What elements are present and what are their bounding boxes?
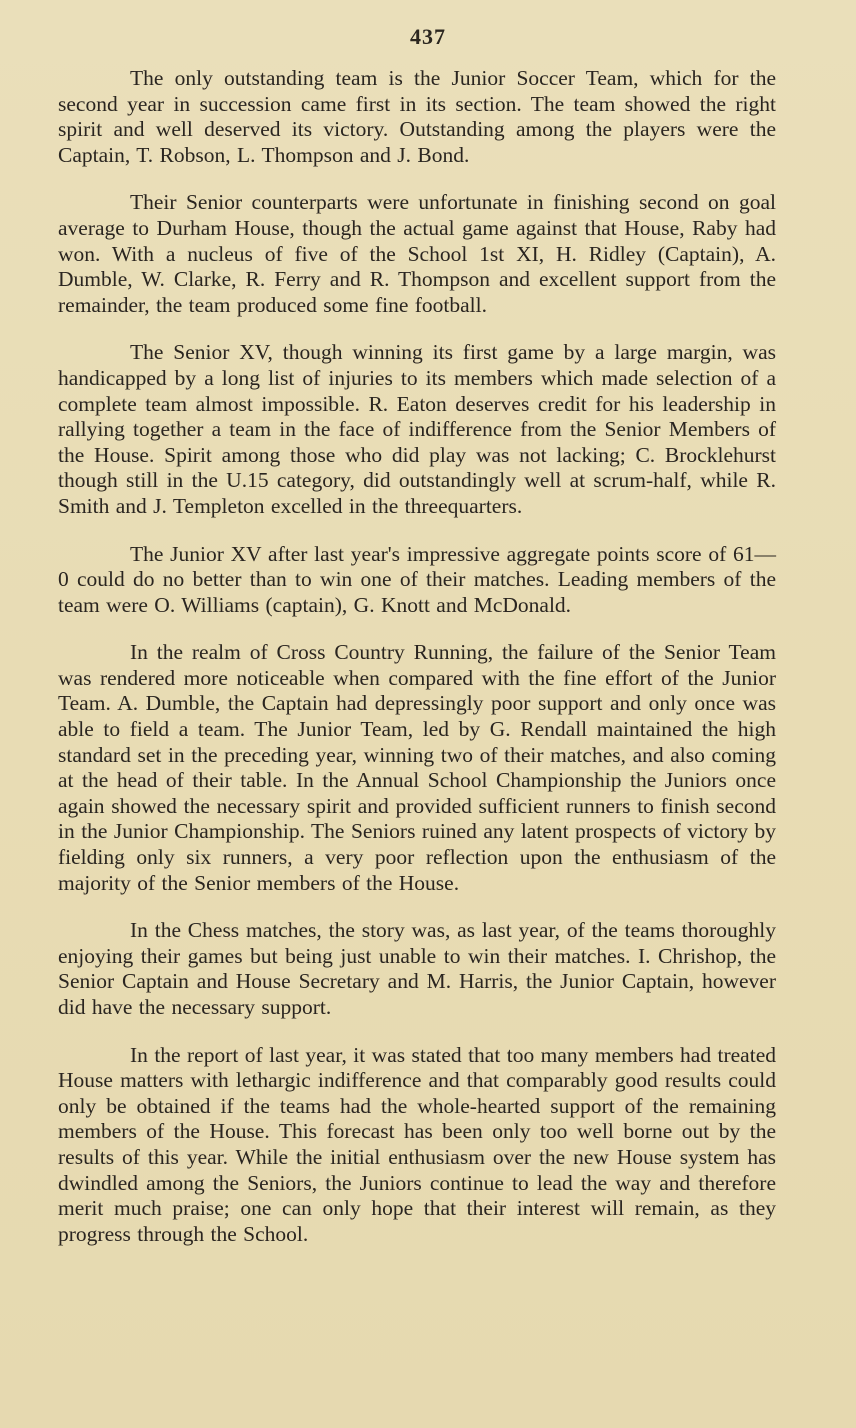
- paragraph-senior-rugby: The Senior XV, though winning its first game by a large margin, was handicapped by a long list of injuries to its members which made selection of a complete team almost impossible. R. Eaton deserves credit for his leadership in rallying together a team in the face of indifference from the Senior Members of the House. Spirit among those who did play was not lacking; C. Brocklehurst though still in the U.15 category, did outstandingly well at scrum-half, while R. Smith and J. Templeton excelled in the threequarters.: [58, 340, 776, 518]
- paragraph-junior-rugby: The Junior XV after last year's impressive aggregate points score of 61—0 could do no better than to win one of their matches. Leading members of the team were O. Williams (captain), G. Knott and McDonald.: [58, 541, 776, 617]
- paragraph-senior-soccer: Their Senior counterparts were unfortunate in finishing second on goal average to Durham House, though the actual game against that House, Raby had won. With a nucleus of five of the School 1st XI, H. Ridley (Captain), A. Dumble, W. Clarke, R. Ferry and R. Thompson and excellent support from the remainder, the team produced some fine football.: [58, 190, 776, 317]
- paragraph-conclusion: In the report of last year, it was stated that too many members had treated House matters with lethargic indifference and that comparably good results could only be obtained if the teams had the whole-hearted support of the remaining members of the House. This forecast has been only too well borne out by the results of this year. While the initial enthusiasm over the new House system has dwindled among the Seniors, the Juniors continue to lead the way and therefore merit much praise; one can only hope that their interest will remain, as they progress through the School.: [58, 1042, 776, 1246]
- paragraph-cross-country: In the realm of Cross Country Running, the failure of the Senior Team was rendered more noticeable when compared with the fine effort of the Junior Team. A. Dumble, the Captain had depressingly poor support and only once was able to field a team. The Junior Team, led by G. Rendall maintained the high standard set in the preceding year, winning two of their matches, and also coming at the head of their table. In the Annual School Championship the Juniors once again showed the necessary spirit and provided sufficient runners to finish second in the Junior Championship. The Seniors ruined any latent prospects of victory by fielding only six runners, a very poor reflection upon the enthusiasm of the majority of the Senior members of the House.: [58, 640, 776, 895]
- paragraph-junior-soccer: The only outstanding team is the Junior Soccer Team, which for the second year in succession came first in its section. The team showed the right spirit and well deserved its victory. Outstanding among the players were the Captain, T. Robson, L. Thompson and J. Bond.: [58, 66, 776, 167]
- paragraph-chess: In the Chess matches, the story was, as last year, of the teams thoroughly enjoying their games but being just unable to win their matches. I. Chrishop, the Senior Captain and House Secretary and M. Harris, the Junior Captain, however did have the necessary support.: [58, 918, 776, 1019]
- page-number: 437: [410, 24, 446, 49]
- body-text: [58, 66, 776, 1269]
